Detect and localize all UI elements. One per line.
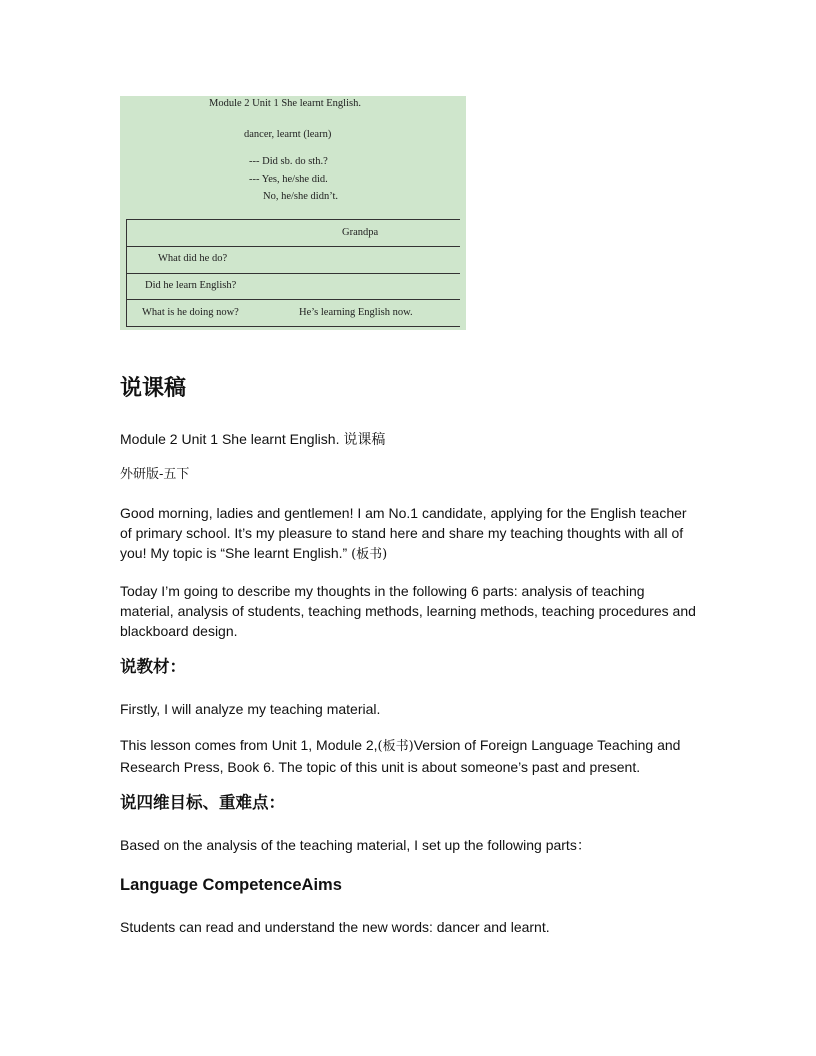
- aims-intro: Based on the analysis of the teaching material, I set up the following parts：: [120, 837, 591, 853]
- material-text-b: Version of Foreign Language Teaching and Research Press, Book 6. The topic of this unit is about someone’s past and present.: [120, 737, 681, 775]
- material-text-a: This lesson comes from Unit 1, Module 2,: [120, 737, 378, 753]
- publisher-label: 外研版-五下: [120, 467, 190, 482]
- intro-paragraph: [120, 503, 700, 565]
- table-row-question: What did he do?: [158, 253, 228, 264]
- table-rule: [126, 326, 460, 327]
- board-answer-yes: --- Yes, he/she did.: [249, 174, 328, 185]
- table-row-question: Did he learn English?: [145, 280, 237, 291]
- board-question-pattern: --- Did sb. do sth.?: [249, 156, 328, 167]
- table-rule: [126, 299, 460, 300]
- intro-text: Good morning, ladies and gentlemen! I am No.1 candidate, applying for the English teacher of primary school. It’s my pleasure to stand here and share my teaching thoughts with all of you! My topic is “She learnt English.”: [120, 505, 687, 561]
- document-body: [120, 372, 700, 937]
- board-new-words: dancer, learnt (learn): [244, 129, 332, 140]
- material-intro: Firstly, I will analyze my teaching material.: [120, 701, 381, 717]
- section-heading-aims: 说四维目标、重难点：: [120, 793, 285, 812]
- board-title: Module 2 Unit 1 She learnt English.: [209, 98, 361, 109]
- table-rule: [126, 273, 460, 274]
- section-heading-language: Language CompetenceAims: [120, 876, 342, 894]
- section-heading-material: 说教材：: [120, 657, 186, 676]
- table-rule: [126, 219, 460, 220]
- outline-paragraph: Today I’m going to describe my thoughts in the following 6 parts: analysis of teaching material, analysis of students, teaching methods, learning methods, teaching procedures and blackboard design.: [120, 583, 696, 639]
- language-aim: Students can read and understand the new words: dancer and learnt.: [120, 919, 550, 935]
- page-title: 说课稿: [120, 376, 187, 401]
- table-row-question: What is he doing now?: [142, 307, 239, 318]
- board-answer-no: No, he/she didn’t.: [263, 191, 339, 202]
- board-note: (板书): [377, 739, 414, 754]
- material-paragraph: [120, 735, 700, 777]
- blackboard-design-image: [120, 96, 466, 330]
- table-row-answer: He’s learning English now.: [299, 307, 413, 318]
- board-note: (板书): [351, 547, 388, 562]
- table-rule: [126, 246, 460, 247]
- subtitle: Module 2 Unit 1 She learnt English. 说课稿: [120, 431, 386, 447]
- table-header-grandpa: Grandpa: [342, 227, 379, 238]
